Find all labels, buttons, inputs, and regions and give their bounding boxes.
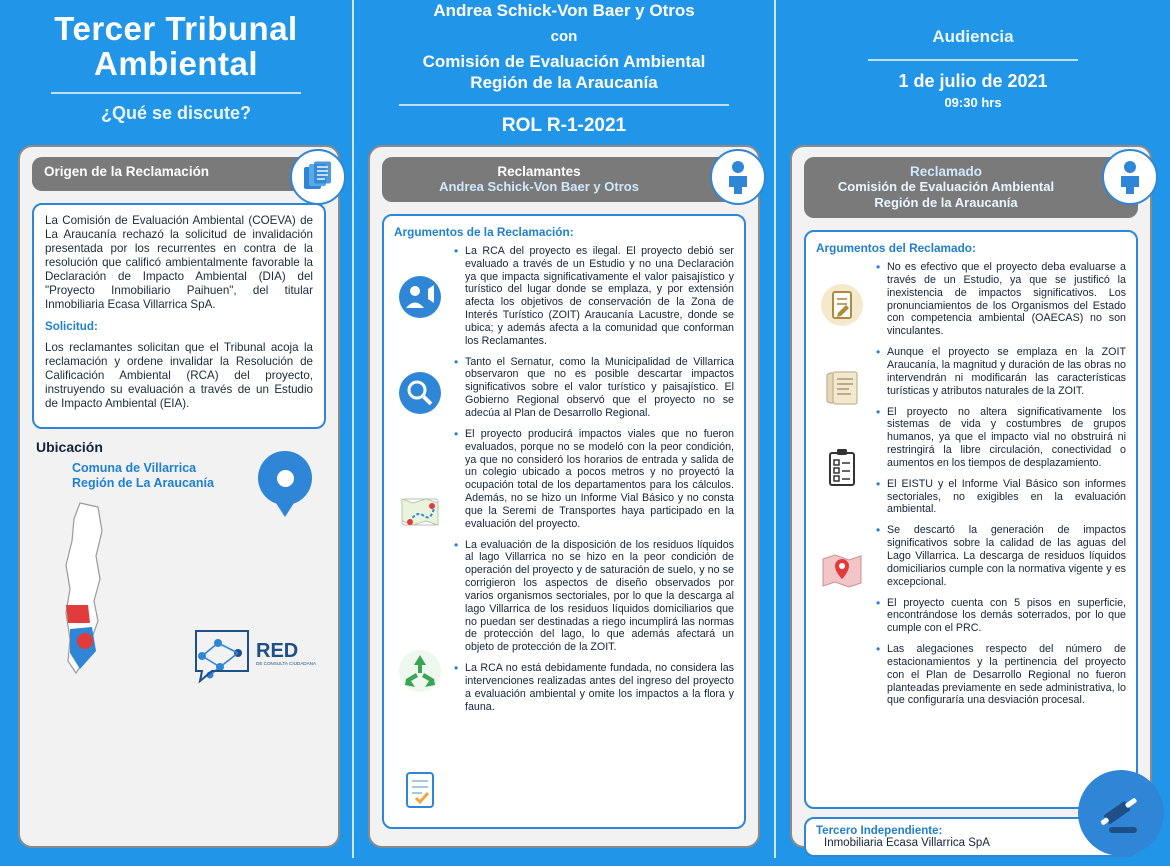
case-org-line1: Comisión de Evaluación Ambiental xyxy=(422,52,706,72)
audience-label: Audiencia xyxy=(932,26,1014,46)
brand-title-line2: Ambiental xyxy=(93,44,259,82)
svg-text:RED: RED xyxy=(256,640,299,663)
svg-text:DE CONSULTA CIUDADANA: DE CONSULTA CIUDADANA xyxy=(256,661,317,667)
checked-document-icon xyxy=(394,755,446,825)
location-commune: Comuna de Villarrica xyxy=(72,461,197,476)
audience-date: 1 de julio de 2021 xyxy=(898,70,1048,91)
audience-divider xyxy=(868,59,1078,61)
request-label: Solicitud: xyxy=(45,319,98,333)
list-item: • El proyecto no altera significativamente los sistemas de vida y costumbres de grupos humanos, ya que el impacto vial no obstruirá ni restringirá la libre circulación, conectividad o aumentos en los tiempos de desplazamiento. xyxy=(876,406,1126,470)
respondent-card-subtitle-2: Región de la Araucanía xyxy=(874,194,1018,210)
claimants-arguments-box xyxy=(382,214,746,829)
location-label: Ubicación xyxy=(36,439,103,456)
route-map-icon xyxy=(394,437,446,587)
list-item: • La RCA no está debidamente fundada, no considera las intervenciones realizadas antes del ingreso del proyecto a evaluación ambiental y omite los impactos a la flora y fauna. xyxy=(454,662,734,713)
third-party-name: Inmobiliaria Ecasa Villarrica SpA xyxy=(824,837,990,850)
case-org-line2: Región de la Araucanía xyxy=(470,73,658,93)
claimants-card-header xyxy=(382,157,746,202)
respondent-card-header xyxy=(804,157,1138,219)
respondent-arguments-list xyxy=(876,261,1126,715)
claimants-card-title: Reclamantes xyxy=(497,163,581,179)
case-parties: Andrea Schick-Von Baer y Otros xyxy=(433,1,695,20)
list-item: • Tanto el Sernatur, como la Municipalidad de Villarrica observaron que no es posible descartar impactos significativos sobre el valor turístico y paisajístico. El Gobierno Regional observó que el proyecto no se adecúa al Plan de Desarrollo Regional. xyxy=(454,356,734,420)
brand-title-line1: Tercer Tribunal xyxy=(54,10,298,48)
header-case xyxy=(352,0,776,137)
list-item: • Las alegaciones respecto del número de estacionamientos y la pertinencia del proyecto con el Plan de Desarrollo Regional no fueron planteadas previamente en sede administrativa, lo que configuraría una desviación procesal. xyxy=(876,643,1126,707)
respondent-card xyxy=(790,145,1152,848)
list-item: • El proyecto cuenta con 5 pisos en superficie, encontrándose los demás soterrados, por lo que cumple con el PRC. xyxy=(876,597,1126,636)
respondent-card-title: Reclamado xyxy=(909,163,983,179)
claimants-arguments-title: Argumentos de la Reclamación: xyxy=(394,224,574,239)
brand-title xyxy=(54,12,297,81)
list-item: • El proyecto producirá impactos viales que no fueron evaluados, porque no se modeló con la peor condición, ya que no consideró los horarios de entrada y salida de un colegio ubicado a pocos metros y no proyectó la ocupación total de los departamentos para los cálculos. Además, no se hizo un Informe Vial Básico y no consta que la Seremi de Transportes haya participado en la evaluación del proyecto. xyxy=(454,428,734,531)
header xyxy=(0,0,1170,137)
magnifier-icon xyxy=(394,349,446,437)
speaker-person-icon xyxy=(394,245,446,349)
case-divider xyxy=(399,104,729,106)
claimants-icon-rail xyxy=(394,245,446,825)
gavel-icon xyxy=(1078,770,1164,856)
respondent-arguments-title: Argumentos del Reclamado: xyxy=(816,241,976,256)
list-item: • Se descartó la generación de impactos significativos sobre la calidad de las aguas del Lago Villarrica. La descarga de residuos líquidos domiciliarios cumple con la normativa vigente y es excepcional. xyxy=(876,524,1126,588)
claimants-card-subtitle: Andrea Schick-Von Baer y Otros xyxy=(439,178,639,194)
third-party-label: Tercero Independiente: xyxy=(816,825,943,838)
red-logo xyxy=(190,623,320,685)
audience-time: 09:30 hrs xyxy=(944,94,1002,110)
request-text: Los reclamantes solicitan que el Tribunal acoja la reclamación y ordene invalidar la Resolución de Calificación Ambiental (RCA) del proyecto, instruyendo su evaluación a través de un Estudio de Impacto Ambiental (EIA). xyxy=(45,340,313,411)
column-claimants xyxy=(352,137,776,858)
header-audience xyxy=(776,0,1170,137)
respondent-card-subtitle-1: Comisión de Evaluación Ambiental xyxy=(837,178,1055,194)
person-icon xyxy=(710,149,766,205)
case-rol: ROL R-1-2021 xyxy=(501,114,627,136)
respondent-arguments-box xyxy=(804,230,1138,809)
list-item: • El EISTU y el Informe Vial Básico son informes sectoriales, no exigibles en la evaluación ambiental. xyxy=(876,478,1126,517)
recycle-water-icon xyxy=(394,587,446,755)
list-item: • No es efectivo que el proyecto deba evaluarse a través de un Estudio, ya que se justificó la inexistencia de impactos significativos. Los pronunciamientos de los Organismos del Estado con competencia ambiental (OAECAS) no son vinculantes. xyxy=(876,261,1126,338)
checklist-icon xyxy=(816,427,868,511)
origin-textbox xyxy=(32,203,326,430)
clipboard-pen-icon xyxy=(816,261,868,349)
map-pin-icon xyxy=(258,451,312,505)
origin-card-header xyxy=(32,157,326,191)
scroll-icon xyxy=(816,349,868,427)
location-region: Región de La Araucanía xyxy=(72,476,214,491)
list-item: • Aunque el proyecto se emplaza en la ZOIT Araucanía, la magnitud y duración de las obras no intervendrán ni modificarán las características turísticas y atributos naturales de la ZOIT. xyxy=(876,346,1126,397)
list-item: • La RCA del proyecto es ilegal. El proyecto debió ser evaluado a través de un Estudio y no una Declaración ya que impacta significativamente el valor paisajístico y turístico del lugar donde se emplaza, y por extensión afecta los objetivos de conservación de la Zona de Interés Turístico (ZOIT) Araucanía Lacustre, donde se ubica; y además afecta a la comunidad que conforman los Reclamantes. xyxy=(454,245,734,348)
origin-card-title: Origen de la Reclamación xyxy=(44,163,210,179)
claimants-arguments-list xyxy=(454,245,734,825)
header-brand xyxy=(0,0,352,137)
case-organization xyxy=(423,51,706,94)
chile-map xyxy=(40,501,150,676)
origin-card xyxy=(18,145,340,848)
person-icon xyxy=(1102,149,1158,205)
respondent-icon-rail xyxy=(816,261,868,715)
case-con: con xyxy=(550,28,578,46)
claimants-card xyxy=(368,145,760,848)
column-respondent xyxy=(776,137,1170,858)
origin-paragraph: La Comisión de Evaluación Ambiental (COEVA) de La Araucanía rechazó la solicitud de invalidación presentada por los recurrentes en contra de la resolución que calificó ambientalmente favorable la Declaración de Impacto Ambiental (DIA) del "Proyecto Inmobiliario Paihuen", del titular Inmobiliaria Ecasa Villarrica SpA. xyxy=(45,213,313,312)
documents-icon xyxy=(290,149,346,205)
list-item: • La evaluación de la disposición de los residuos líquidos al lago Villarrica no se hizo en la peor condición de operación del proyecto y de saturación de suelo, y no se corrigieron los aspectos de diseño observados por varios organismos sectoriales, por lo que la descarga al lago Villarrica de los residuos líquidos domiciliarios que no puedan ser destinadas a riego incumplirá las normas de protección del lago, lo que además afectará un objeto de protección de la ZOIT. xyxy=(454,539,734,655)
location-section xyxy=(32,439,326,689)
map-location-icon xyxy=(816,511,868,631)
brand-subtitle: ¿Qué se discute? xyxy=(100,103,252,124)
body xyxy=(0,137,1170,866)
column-origin xyxy=(0,137,352,858)
brand-divider xyxy=(51,92,301,94)
